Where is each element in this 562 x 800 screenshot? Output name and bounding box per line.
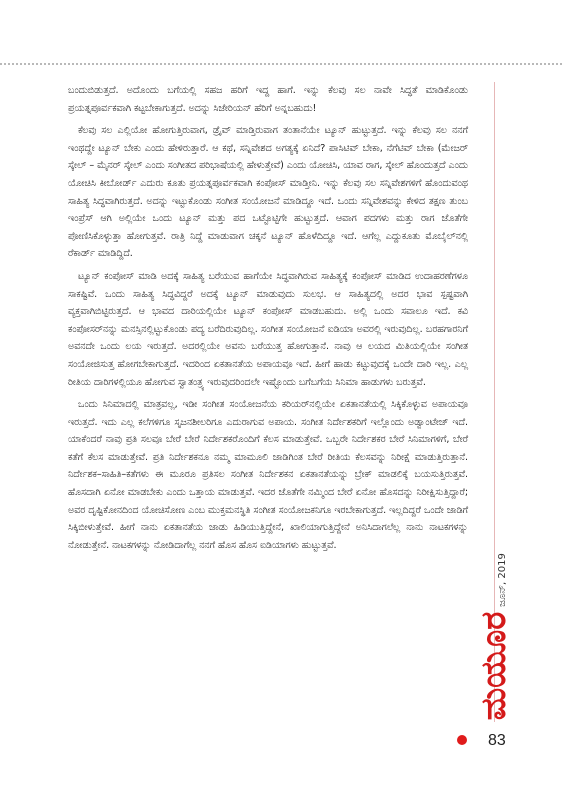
article-paragraph-1: ಬಂದುಬಿಡುತ್ತದೆ. ಅದೊಂದು ಬಗೆಯಲ್ಲಿ ಸಹಜ ಹರಿಗೆ ಇದ್ದ ಹಾಗೆ. ಇನ್ನು ಕೆಲವು ಸಲ ನಾವೇ ಸಿದ್ಧತೆ ಮಾಡಿಕೊಂಡು ಪ್ರಯತ್ನಪೂರ್ವಕವಾಗಿ ಕಟ್ಟಬೇಕಾಗುತ್ತದೆ. ಅದನ್ನು ಸಿಜೇರಿಯನ್ ಹೆರಿಗೆ ಅನ್ನಬಹುದು! (68, 85, 468, 114)
article-paragraph-4: ಒಂದು ಸಿನಿಮಾದಲ್ಲಿ ಮಾತ್ರವಲ್ಲ, ಇಡೀ ಸಂಗೀತ ಸಂಯೋಜನೆಯ ಕರಿಯರ್‌ನಲ್ಲಿಯೇ ಏಕತಾನತೆಯಲ್ಲಿ ಸಿಕ್ಕಿಕೊಳ್ಳುವ ಅಪಾಯವೂ ಇರುತ್ತದೆ. ಇದು ಎಲ್ಲ ಕಲೆಗಳಿಗೂ ಸೃಜನಶೀಲರಿಗೂ ಎದುರಾಗುವ ಅಪಾಯ. ಸಂಗೀತ ನಿರ್ದೇಶಕರಿಗೆ ಇಲ್ಲೊಂದು ಅಡ್ವಾಂಟೇಜ್ ಇದೆ. ಯಾಕೆಂದರೆ ನಾವು ಪ್ರತಿ ಸಲವೂ ಬೇರೆ ಬೇರೆ ನಿರ್ದೇಶಕರೊಂದಿಗೆ ಕೆಲಸ ಮಾಡುತ್ತೇವೆ. ಒಬ್ಬರೇ ನಿರ್ದೇಶಕರ ಬೇರೆ ಸಿನಿಮಾಗಳಿಗೆ, ಬೇರೆ ಕತೆಗೆ ಕೆಲಸ ಮಾಡುತ್ತೇವೆ. ಪ್ರತಿ ನಿರ್ದೇಶಕನೂ ನಮ್ಮ ಮಾಮೂಲಿ ಜಾಡಿಗಿಂತ ಬೇರೆ ರೀತಿಯ ಕೆಲಸವನ್ನು ನಿರೀಕ್ಷೆ ಮಾಡುತ್ತಿರುತ್ತಾನೆ. ನಿರ್ದೇಶಕ–ಸಾಹಿತಿ–ಕತೆಗಳು ಈ ಮೂರೂ ಪ್ರತಿಸಲ ಸಂಗೀತ ನಿರ್ದೇಶಕನ ಏಕತಾನತೆಯನ್ನು ಬ್ರೇಕ್ ಮಾಡಲಿಕ್ಕೆ ಬಯಸುತ್ತಿರುತ್ತವೆ. ಹೊಸದಾಗಿ ಏನೋ ಮಾಡಬೇಕು ಎಂದು ಒತ್ತಾಯ ಮಾಡುತ್ತವೆ. ಇದರ ಜೊತೆಗೇ ನಮ್ಮಿಂದ ಬೇರೆ ಏನೋ ಹೊಸದನ್ನು ನಿರೀಕ್ಷಿಸುತ್ತಿದ್ದಾರೆ; ಅವರ ದೃಷ್ಟಿಕೋನದಿಂದ ಯೋಚಿಸೋಣ ಎಂಬ ಮುಕ್ತಮನಸ್ಥಿತಿ ಸಂಗೀತ ಸಂಯೋಜಕನಿಗೂ ಇರಬೇಕಾಗುತ್ತದೆ. ಇಲ್ಲದಿದ್ದರೆ ಒಂದೇ ಜಾಡಿಗೆ ಸಿಕ್ಕಿಬೀಳುತ್ತೇವೆ. ಹೀಗೆ ನಾನು ಏಕತಾನತೆಯ ಜಾಡು ಹಿಡಿಯುತ್ತಿದ್ದೇನೆ, ಖಾಲಿಯಾಗುತ್ತಿದ್ದೇನೆ ಅನಿಸಿದಾಗಲೆಲ್ಲ ನಾನು ನಾಟಕಗಳನ್ನು ನೋಡುತ್ತೇನೆ. ನಾಟಕಗಳನ್ನು ನೋಡಿದಾಗೆಲ್ಲ ನನಗೆ ಹೊಸ ಹೊಸ ಐಡಿಯಾಗಳು ಹುಟ್ಟುತ್ತವೆ. (68, 399, 468, 551)
article-body (68, 82, 468, 559)
red-dot-marker (457, 735, 467, 745)
article-paragraph-3: ಟ್ಯೂನ್ ಕಂಪೋಸ್ ಮಾಡಿ ಅದಕ್ಕೆ ಸಾಹಿತ್ಯ ಬರೆಯುವ ಹಾಗೆಯೇ ಸಿದ್ಧವಾಗಿರುವ ಸಾಹಿತ್ಯಕ್ಕೆ ಕಂಪೋಸ್ ಮಾಡಿದ ಉದಾಹರಣೆಗಳೂ ಸಾಕಷ್ಟಿವೆ. ಒಂದು ಸಾಹಿತ್ಯ ಸಿದ್ಧವಿದ್ದರೆ ಅದಕ್ಕೆ ಟ್ಯೂನ್ ಮಾಡುವುದು ಸುಲಭ. ಆ ಸಾಹಿತ್ಯದಲ್ಲಿ ಅದರ ಭಾವ ಸ್ಪಷ್ಟವಾಗಿ ವ್ಯಕ್ತವಾಗಿಬಿಟ್ಟಿರುತ್ತದೆ. ಆ ಭಾವದ ದಾರಿಯಲ್ಲಿಯೇ ಟ್ಯೂನ್ ಕಂಪೋಸ್ ಮಾಡಬಹುದು. ಅಲ್ಲಿ ಒಂದು ಸವಾಲೂ ಇದೆ. ಕವಿ ಕಂಪೋಸರ್‌ನನ್ನು ಮನಸ್ಸಿನಲ್ಲಿಟ್ಟುಕೊಂಡು ಪದ್ಯ ಬರೆದಿರುವುದಿಲ್ಲ. ಸಂಗೀತ ಸಂಯೋಜನೆ ಐಡಿಯಾ ಅವರಲ್ಲಿ ಇರುವುದಿಲ್ಲ. ಬರಹಗಾರನಿಗೆ ಅವನದೇ ಒಂದು ಲಯ ಇರುತ್ತದೆ. ಅದರಲ್ಲಿಯೇ ಅವನು ಬರೆಯುತ್ತ ಹೋಗುತ್ತಾನೆ. ನಾವು ಆ ಲಯದ ಮಿತಿಯಲ್ಲಿಯೇ ಸಂಗೀತ ಸಂಯೋಜಿಸುತ್ತ ಹೋಗಬೇಕಾಗುತ್ತದೆ. ಇದರಿಂದ ಏಕತಾನತೆಯ ಅಪಾಯವೂ ಇದೆ. ಹೀಗೆ ಹಾಡು ಕಟ್ಟುವುದಕ್ಕೆ ಒಂದೇ ದಾರಿ ಇಲ್ಲ. ಎಲ್ಲ ರೀತಿಯ ದಾರಿಗಳಲ್ಲಿಯೂ ಹೋಗುವ ಸ್ವಾತಂತ್ರ್ಯ ಇರುವುದರಿಂದಲೇ ಇಷ್ಟೊಂದು ಬಗೆಬಗೆಯ ಸಿನಿಮಾ ಹಾಡುಗಳು ಬರುತ್ತವೆ. (68, 270, 468, 388)
page-number: 83 (488, 732, 506, 749)
issue-date: ಜೂನ್, 2019 (497, 553, 508, 607)
header-dotted-rule (0, 63, 562, 65)
article-paragraph-2: ಕೆಲವು ಸಲ ಎಲ್ಲಿಯೋ ಹೋಗುತ್ತಿರುವಾಗ, ಡ್ರೈವ್ ಮಾಡ್ತಿರುವಾಗ ತಂತಾನೆಯೇ ಟ್ಯೂನ್ ಹುಟ್ಟುತ್ತದೆ. ಇನ್ನು ಕೆಲವು ಸಲ ನನಗೆ ಇಂಥದ್ದೇ ಟ್ಯೂನ್ ಬೇಕು ಎಂದು ಹೇಳಿರುತ್ತಾರೆ. ಆ ಕಥೆ, ಸನ್ನಿವೇಶದ ಅಗತ್ಯಕ್ಕೆ ಏನಿದೆ? ಪಾಸಿಟಿವ್ ಬೇಕಾ, ನೆಗೆಟಿವ್ ಬೇಕಾ (ಮೇಜರ್ ಸ್ಕೇಲ್ – ಮೈನರ್ ಸ್ಕೇಲ್ ಎಂದು ಸಂಗೀತದ ಪರಿಭಾಷೆಯಲ್ಲಿ ಹೇಳುತ್ತೇವೆ) ಎಂದು ಯೋಚಿಸಿ, ಯಾವ ರಾಗ, ಸ್ಕೇಲ್ ಹೊಂದುತ್ತದೆ ಎಂದು ಯೋಚಿಸಿ ಕೀಬೋರ್ಡ್ ಎದುರು ಕೂತು ಪ್ರಯತ್ನಪೂರ್ವಕವಾಗಿ ಕಂಪೋಸ್ ಮಾಡ್ತೀನಿ. ಇನ್ನು ಕೆಲವು ಸಲ ಸನ್ನಿವೇಶಗಳಿಗೆ ಹೊಂದುವಂಥ ಸಾಹಿತ್ಯ ಸಿದ್ಧವಾಗಿರುತ್ತದೆ. ಅದನ್ನು ಇಟ್ಟುಕೊಂಡು ಸಂಗೀತ ಸಂಯೋಜನೆ ಮಾಡಿದ್ದೂ ಇದೆ. ಒಂದು ಸನ್ನಿವೇಶವನ್ನು ಕೇಳಿದ ತಕ್ಷಣ ತುಂಬ ಇಂಪ್ರೆಸ್ ಆಗಿ ಅಲ್ಲಿಯೇ ಒಂದು ಟ್ಯೂನ್ ಮತ್ತು ಪದ ಒಟ್ಟೊಟ್ಟಿಗೇ ಹುಟ್ಟುತ್ತದೆ. ಆವಾಗ ಪದಗಳು ಮತ್ತು ರಾಗ ಜೊತೆಗೇ ಪೋಣಿಸಿಕೊಳ್ಳುತ್ತಾ ಹೋಗುತ್ತವೆ. ರಾತ್ರಿ ನಿದ್ದೆ ಮಾಡುವಾಗ ಚಕ್ಕನೆ ಟ್ಯೂನ್ ಹೊಳೆದಿದ್ದೂ ಇದೆ. ಆಗೆಲ್ಲ ಎದ್ದುಕೂತು ಮೊಬೈಲ್‌ನಲ್ಲಿ ರೆಕಾರ್ಡ್ ಮಾಡಿದ್ದಿದೆ. (68, 125, 468, 260)
magazine-logo: ಮಯೂರ (474, 611, 514, 721)
